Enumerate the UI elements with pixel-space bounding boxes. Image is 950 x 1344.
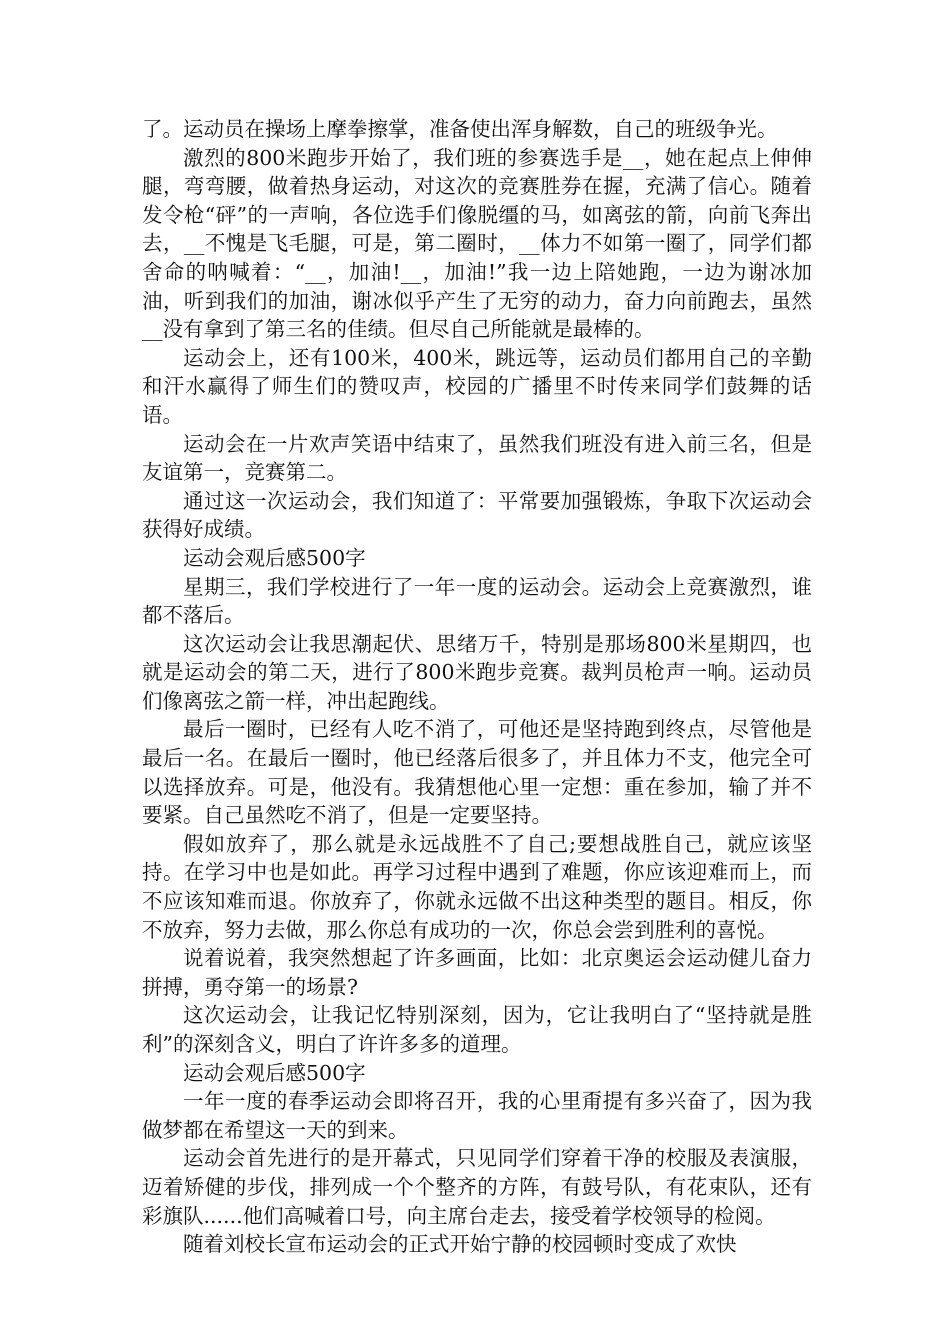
paragraph: 星期三，我们学校进行了一年一度的运动会。运动会上竞赛激烈，谁都不落后。 bbox=[142, 574, 812, 628]
paragraph: 运动会上，还有100米，400米，跳远等，运动员们都用自己的辛勤和汗水赢得了师生们的赞叹声，校园的广播里不时传来同学们鼓舞的话语。 bbox=[142, 345, 812, 427]
paragraph: 假如放弃了，那么就是永远战胜不了自己;要想战胜自己，就应该坚持。在学习中也是如此。再学习过程中遇到了难题，你应该迎难而上，而不应该知难而退。你放弃了，你就永远做不出这种类型的题目。相反，你不放弃，努力去做，那么你总有成功的一次，你总会尝到胜利的喜悦。 bbox=[142, 831, 812, 942]
paragraph: 这次运动会让我思潮起伏、思绪万千，特别是那场800米星期四，也就是运动会的第二天，进行了800米跑步竞赛。裁判员枪声一响。运动员们像离弦之箭一样，冲出起跑线。 bbox=[142, 631, 812, 713]
paragraph: 这次运动会，让我记忆特别深刻，因为，它让我明白了“坚持就是胜利”的深刻含义，明白了许许多多的道理。 bbox=[142, 1003, 812, 1056]
paragraph: 运动会在一片欢声笑语中结束了，虽然我们班没有进入前三名，但是友谊第一，竞赛第二。 bbox=[142, 431, 812, 485]
paragraph: 一年一度的春季运动会即将召开，我的心里甭提有多兴奋了，因为我做梦都在希望这一天的到来。 bbox=[142, 1089, 812, 1142]
paragraph: 通过这一次运动会，我们知道了：平常要加强锻炼，争取下次运动会获得好成绩。 bbox=[142, 488, 812, 542]
paragraph-continuation: 了。运动员在操场上摩拳擦掌，准备使出浑身解数，自己的班级争光。 bbox=[142, 117, 778, 141]
section-heading: 运动会观后感500字 bbox=[183, 545, 366, 570]
paragraph: 说着说着，我突然想起了许多画面，比如：北京奥运会运动健儿奋力拼搏，勇夺第一的场景? bbox=[142, 946, 812, 999]
paragraph: 随着刘校长宣布运动会的正式开始宁静的校园顿时变成了欢快 bbox=[183, 1232, 737, 1257]
document-page bbox=[142, 115, 812, 1259]
paragraph: 激烈的800米跑步开始了，我们班的参赛选手是__，她在起点上伸伸腿，弯弯腰，做着热身运动，对这次的竞赛胜券在握，充满了信心。随着发令枪“砰”的一声响，各位选手们像脱缰的马，如离弦的箭，向前飞奔出去，__不愧是飞毛腿，可是，第二圈时，__体力不如第一圈了，同学们都舍命的呐喊着：“__，加油!__，加油!”我一边上陪她跑，一边为谢冰加油，听到我们的加油，谢冰似乎产生了无穷的动力，奋力向前跑去，虽然__没有拿到了第三名的佳绩。但尽自己所能就是最棒的。 bbox=[142, 145, 812, 342]
section-heading: 运动会观后感500字 bbox=[183, 1060, 366, 1085]
paragraph: 运动会首先进行的是开幕式，只见同学们穿着干净的校服及表演服，迈着矫健的步伐，排列成一个个整齐的方阵，有鼓号队，有花束队，还有彩旗队......他们高喊着口号，向主席台走去，接受着学校领导的检阅。 bbox=[142, 1146, 812, 1228]
paragraph: 最后一圈时，已经有人吃不消了，可他还是坚持跑到终点，尽管他是最后一名。在最后一圈时，他已经落后很多了，并且体力不支，他完全可以选择放弃。可是，他没有。我猜想他心里一定想：重在参加，输了并不要紧。自己虽然吃不消了，但是一定要坚持。 bbox=[142, 717, 812, 828]
